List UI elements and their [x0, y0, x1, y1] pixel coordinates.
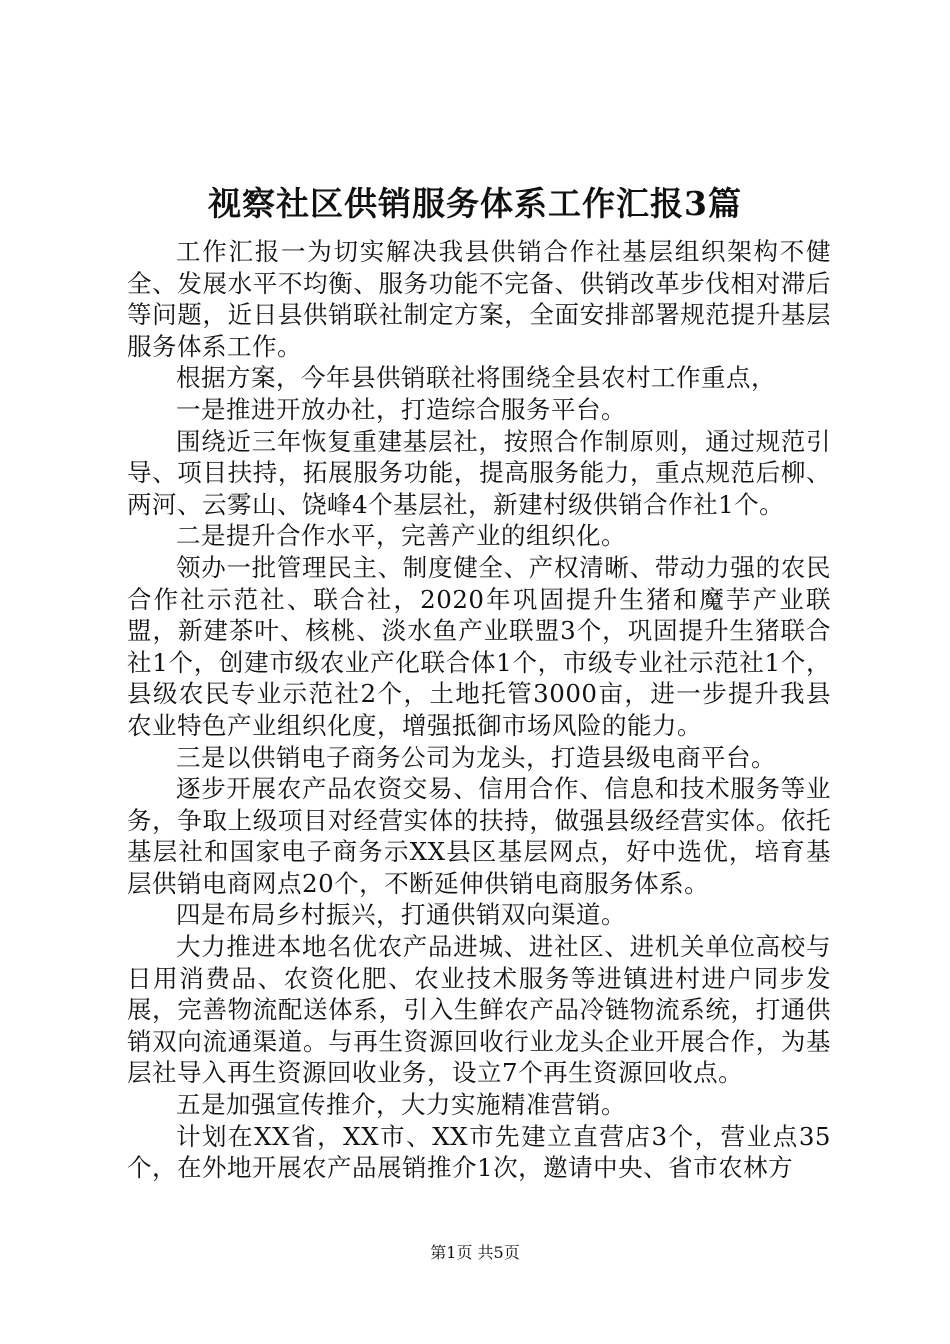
paragraph: 三是以供销电子商务公司为龙头，打造县级电商平台。 [176, 742, 776, 772]
paragraph: 根据方案，今年县供销联社将围绕全县农村工作重点， [176, 363, 776, 393]
document-body [127, 236, 831, 1184]
paragraph: 逐步开展农产品农资交易、信用合作、信息和技术服务等业务，争取上级项目对经营实体的扶持，做强县级经营实体。依托基层社和国家电子商务示XX县区基层网点，好中选优，培育基层供销电商网点20个，不断延伸供销电商服务体系。 [127, 774, 831, 898]
paragraph: 五是加强宣传推介，大力实施精准营销。 [176, 1090, 626, 1120]
page-footer: 第1页 共5页 [430, 1243, 520, 1262]
paragraph: 围绕近三年恢复重建基层社，按照合作制原则，通过规范引导、项目扶持，拓展服务功能，提高服务能力，重点规范后柳、两河、云雾山、饶峰4个基层社，新建村级供销合作社1个。 [127, 426, 831, 519]
paragraph: 二是提升合作水平，完善产业的组织化。 [176, 521, 626, 551]
paragraph: 大力推进本地名优农产品进城、进社区、进机关单位高校与日用消费品、农资化肥、农业技术服务等进镇进村进户同步发展，完善物流配送体系，引入生鲜农产品冷链物流系统，打通供销双向流通渠道。与再生资源回收行业龙头企业开展合作，为基层社导入再生资源回收业务，设立7个再生资源回收点。 [127, 932, 831, 1088]
paragraph: 四是布局乡村振兴，打通供销双向渠道。 [176, 900, 626, 930]
paragraph: 领办一批管理民主、制度健全、产权清晰、带动力强的农民合作社示范社、联合社，2020年巩固提升生猪和魔芋产业联盟，新建茶叶、核桃、淡水鱼产业联盟3个，巩固提升生猪联合社1个，创建市级农业产化联合体1个，市级专业社示范社1个，县级农民专业示范社2个，土地托管3000亩，进一步提升我县农业特色产业组织化度，增强抵御市场风险的能力。 [127, 552, 831, 740]
paragraph: 一是推进开放办社，打造综合服务平台。 [176, 394, 626, 424]
paragraph: 计划在XX省，XX市、XX市先建立直营店3个，营业点35个，在外地开展农产品展销推介1次，邀请中央、省市农林方 [127, 1121, 831, 1183]
paragraph: 工作汇报一为切实解决我县供销合作社基层组织架构不健全、发展水平不均衡、服务功能不完备、供销改革步伐相对滞后等问题，近日县供销联社制定方案，全面安排部署规范提升基层服务体系工作。 [127, 237, 831, 361]
document-title: 视察社区供销服务体系工作汇报3篇 [208, 184, 742, 223]
